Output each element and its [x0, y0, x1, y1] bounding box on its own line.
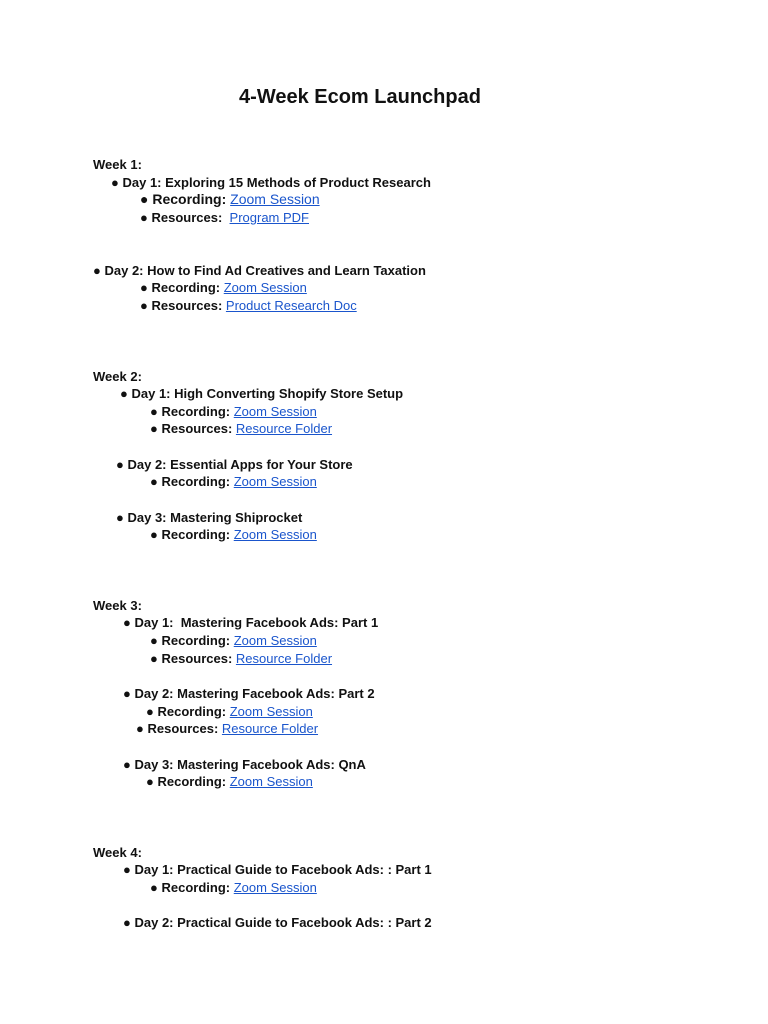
bullet-icon: ●	[93, 263, 101, 278]
week-2-day-1-recording: ● Recording: Zoom Session	[150, 404, 317, 419]
week-3-day-2-title: ● Day 2: Mastering Facebook Ads: Part 2	[123, 686, 375, 701]
week-4-heading: Week 4:	[93, 845, 142, 860]
bullet-icon: ●	[150, 880, 158, 895]
bullet-icon: ●	[140, 298, 148, 313]
resource-folder-link[interactable]: Resource Folder	[235, 651, 333, 666]
bullet-icon: ●	[150, 474, 158, 489]
bullet-icon: ●	[150, 651, 158, 666]
bullet-icon: ●	[123, 915, 131, 930]
bullet-icon: ●	[150, 421, 158, 436]
product-research-doc-link[interactable]: Product Research Doc	[225, 298, 357, 313]
zoom-session-link[interactable]: Zoom Session	[229, 704, 313, 719]
zoom-session-link[interactable]: Zoom Session	[233, 880, 317, 895]
bullet-icon: ●	[136, 721, 144, 736]
week-3-day-1-recording: ● Recording: Zoom Session	[150, 633, 317, 648]
week-2-day-1-resources: ● Resources: Resource Folder	[150, 421, 333, 436]
week-2-day-1-title: ● Day 1: High Converting Shopify Store Setup	[120, 386, 404, 401]
week-3-heading: Week 3:	[93, 598, 142, 613]
week-1-day-1-title: ● Day 1: Exploring 15 Methods of Product Research	[111, 175, 431, 190]
zoom-session-link[interactable]: Zoom Session	[233, 404, 317, 419]
bullet-icon: ●	[146, 704, 154, 719]
week-2-day-3-recording: ● Recording: Zoom Session	[150, 527, 317, 542]
week-1-heading: Week 1:	[93, 157, 142, 172]
week-2-heading: Week 2:	[93, 369, 142, 384]
week-4-day-1-recording: ● Recording: Zoom Session	[150, 880, 317, 895]
week-4-day-1-title: ● Day 1: Practical Guide to Facebook Ads: : Part 1	[123, 862, 432, 877]
week-3-day-2-resources: ● Resources: Resource Folder	[136, 721, 319, 736]
bullet-icon: ●	[140, 280, 148, 295]
week-4-day-2-title: ● Day 2: Practical Guide to Facebook Ads: : Part 2	[123, 915, 432, 930]
zoom-session-link[interactable]: Zoom Session	[230, 191, 320, 207]
bullet-icon: ●	[150, 527, 158, 542]
zoom-session-link[interactable]: Zoom Session	[233, 527, 317, 542]
week-1-day-2-title: ● Day 2: How to Find Ad Creatives and Learn Taxation	[93, 263, 426, 278]
week-3-day-3-title: ● Day 3: Mastering Facebook Ads: QnA	[123, 757, 366, 772]
bullet-icon: ●	[146, 774, 154, 789]
week-3-day-1-resources: ● Resources: Resource Folder	[150, 651, 333, 666]
resource-folder-link[interactable]: Resource Folder	[235, 421, 333, 436]
week-1-day-1-resources: ● Resources: Program PDF	[140, 210, 309, 225]
bullet-icon: ●	[150, 633, 158, 648]
bullet-icon: ●	[116, 457, 124, 472]
bullet-icon: ●	[123, 686, 131, 701]
zoom-session-link[interactable]: Zoom Session	[233, 474, 317, 489]
week-2-day-3-title: ● Day 3: Mastering Shiprocket	[116, 510, 303, 525]
bullet-icon: ●	[116, 510, 124, 525]
week-2-day-2-recording: ● Recording: Zoom Session	[150, 474, 317, 489]
week-3-day-2-recording: ● Recording: Zoom Session	[146, 704, 313, 719]
program-pdf-link[interactable]: Program PDF	[229, 210, 309, 225]
week-1-day-2-resources: ● Resources: Product Research Doc	[140, 298, 357, 313]
bullet-icon: ●	[111, 175, 119, 190]
resource-folder-link[interactable]: Resource Folder	[221, 721, 319, 736]
bullet-icon: ●	[123, 757, 131, 772]
zoom-session-link[interactable]: Zoom Session	[233, 633, 317, 648]
week-1-day-2-recording: ● Recording: Zoom Session	[140, 280, 307, 295]
week-1-day-1-recording: ● Recording: Zoom Session	[140, 191, 320, 207]
bullet-icon: ●	[123, 615, 131, 630]
zoom-session-link[interactable]: Zoom Session	[229, 774, 313, 789]
bullet-icon: ●	[123, 862, 131, 877]
week-3-day-3-recording: ● Recording: Zoom Session	[146, 774, 313, 789]
bullet-icon: ●	[140, 191, 149, 207]
page-title: 4-Week Ecom Launchpad	[239, 86, 481, 108]
week-2-day-2-title: ● Day 2: Essential Apps for Your Store	[116, 457, 353, 472]
zoom-session-link[interactable]: Zoom Session	[223, 280, 307, 295]
week-3-day-1-title: ● Day 1: Mastering Facebook Ads: Part 1	[123, 615, 379, 630]
bullet-icon: ●	[120, 386, 128, 401]
bullet-icon: ●	[140, 210, 148, 225]
bullet-icon: ●	[150, 404, 158, 419]
